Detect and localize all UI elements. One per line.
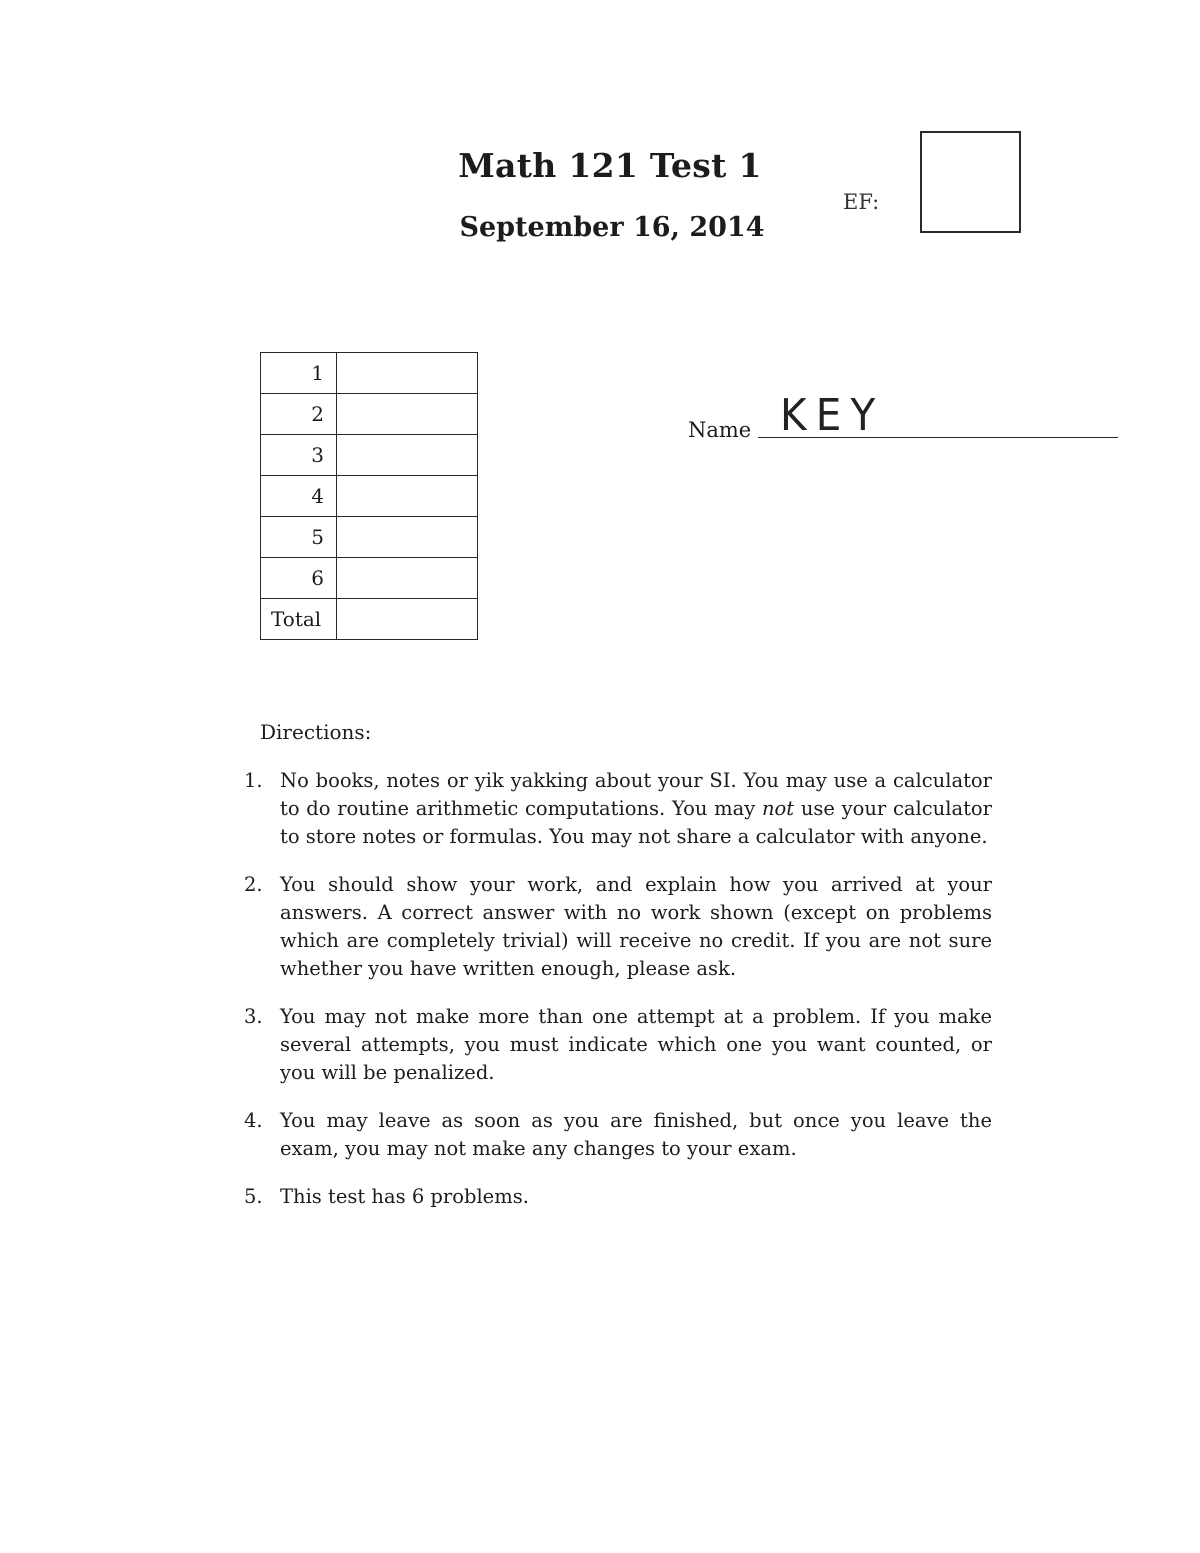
ef-box: [920, 131, 1021, 233]
ef-label: EF:: [843, 190, 880, 214]
item-number: 5.: [244, 1185, 263, 1208]
problem-label: 2: [261, 394, 337, 435]
directions-list: [244, 767, 992, 1231]
directions-heading: Directions:: [260, 720, 372, 744]
item-text: use your calculator to store notes or formulas. You may not share a calculator with anyone.: [280, 797, 992, 848]
item-text: No books, notes or yik yakking about your SI. You may use a calculator to do routine arithmetic computations. You may: [280, 769, 992, 820]
list-item: [244, 767, 992, 851]
item-text: You may leave as soon as you are finished, but once you leave the exam, you may not make any changes to your exam.: [280, 1109, 992, 1160]
item-text: You may not make more than one attempt at a problem. If you make several attempts, you must indicate which one you want counted, or you will be penalized.: [280, 1005, 992, 1084]
score-cell: [337, 435, 478, 476]
item-text: You should show your work, and explain how you arrived at your answers. A correct answer with no work shown (except on problems which are completely trivial) will receive no credit. If you are not sure whether you have written enough, please ask.: [280, 873, 992, 980]
list-item: [244, 1107, 992, 1163]
score-cell: [337, 558, 478, 599]
problem-label: 3: [261, 435, 337, 476]
problem-label: 6: [261, 558, 337, 599]
score-cell: [337, 476, 478, 517]
table-row: [261, 599, 478, 640]
item-number: 4.: [244, 1109, 263, 1132]
table-row: [261, 558, 478, 599]
item-emphasis: not: [761, 797, 795, 820]
list-item: [244, 1003, 992, 1087]
score-table: [260, 352, 478, 640]
test-date: September 16, 2014: [459, 212, 765, 243]
item-number: 2.: [244, 873, 263, 896]
score-cell: [337, 394, 478, 435]
table-row: [261, 394, 478, 435]
item-number: 3.: [244, 1005, 263, 1028]
total-score-cell: [337, 599, 478, 640]
table-row: [261, 353, 478, 394]
score-cell: [337, 353, 478, 394]
list-item: [244, 1183, 992, 1211]
problem-label: 4: [261, 476, 337, 517]
score-cell: [337, 517, 478, 558]
table-row: [261, 517, 478, 558]
item-text: This test has 6 problems.: [280, 1185, 529, 1208]
problem-label: 5: [261, 517, 337, 558]
problem-label: 1: [261, 353, 337, 394]
list-item: [244, 871, 992, 983]
name-label: Name: [688, 418, 752, 442]
table-row: [261, 435, 478, 476]
item-number: 1.: [244, 769, 263, 792]
page-title: Math 121 Test 1: [458, 146, 762, 185]
table-row: [261, 476, 478, 517]
name-handwritten-value: KEY: [780, 390, 885, 441]
total-label: Total: [261, 599, 337, 640]
